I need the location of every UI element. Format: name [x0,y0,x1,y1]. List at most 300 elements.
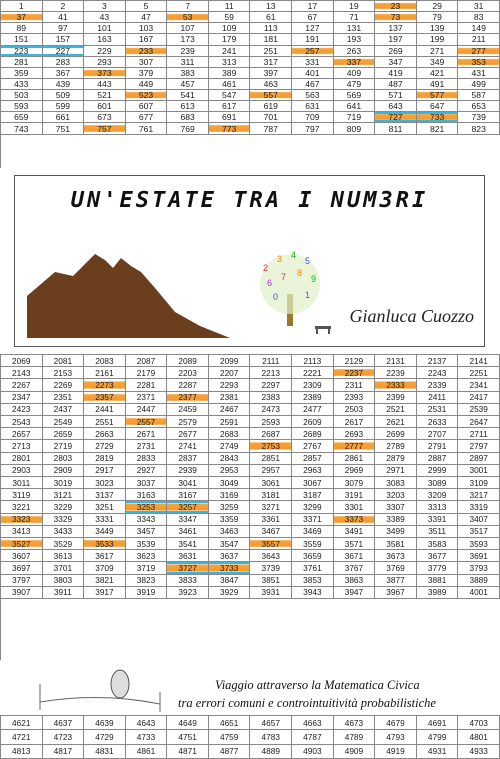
prime-cell: 4001 [458,587,500,599]
prime-cell: 2887 [417,453,459,465]
prime-cell: 4663 [292,716,334,730]
prime-cell: 3617 [84,550,126,562]
prime-cell: 3121 [43,489,85,501]
prime-cell: 523 [126,90,168,101]
prime-cell: 3821 [84,575,126,587]
prime-cell: 263 [334,46,376,57]
prime-cell: 2633 [417,416,459,428]
prime-cell: 389 [209,68,251,79]
prime-cell: 2609 [292,416,334,428]
prime-cell: 3389 [375,514,417,526]
prime-cell: 167 [126,34,168,45]
prime-cell: 2203 [167,367,209,379]
prime-cell: 2137 [417,355,459,367]
prime-cell: 421 [417,68,459,79]
prime-cell: 4831 [84,745,126,759]
prime-cell: 3109 [458,477,500,489]
prime-cell: 2971 [375,465,417,477]
prime-cell: 149 [458,23,500,34]
cover-banner [14,175,485,347]
prime-cell: 359 [1,68,43,79]
prime-cell: 2713 [1,440,43,452]
prime-cell: 31 [458,1,500,12]
prime-cell: 577 [417,90,459,101]
prime-cell: 647 [417,101,459,112]
prime-cell: 3089 [417,477,459,489]
prime-cell: 4813 [1,745,43,759]
prime-cell: 223 [1,46,43,57]
prime-cell: 3557 [250,538,292,550]
prime-cell: 131 [334,23,376,34]
prime-cell: 3637 [209,550,251,562]
prime-cell: 2393 [334,392,376,404]
prime-cell: 2909 [43,465,85,477]
prime-cell: 4657 [250,716,292,730]
prime-cell: 197 [375,34,417,45]
prime-cell: 2543 [1,416,43,428]
prime-cell: 199 [417,34,459,45]
prime-cell: 2917 [84,465,126,477]
prime-cell: 751 [43,123,85,134]
prime-cell: 4673 [334,716,376,730]
prime-cell: 3877 [375,575,417,587]
prime-cell: 347 [375,57,417,68]
prime-cell: 2221 [292,367,334,379]
prime-cell: 4871 [167,745,209,759]
prime-cell: 3163 [126,489,168,501]
prime-cell: 3169 [209,489,251,501]
prime-cell: 3359 [209,514,251,526]
prime-cell: 4801 [458,730,500,744]
prime-cell: 3527 [1,538,43,550]
prime-cell: 2251 [458,367,500,379]
prime-cell: 823 [458,123,500,134]
prime-cell: 2423 [1,404,43,416]
prime-cell: 2087 [126,355,168,367]
prime-cell: 409 [334,68,376,79]
prime-cell: 2663 [84,428,126,440]
prime-cell: 2677 [167,428,209,440]
prime-cell: 2707 [417,428,459,440]
prime-cell: 2441 [84,404,126,416]
prime-cell: 491 [417,79,459,90]
prime-cell: 179 [209,34,251,45]
prime-cell: 317 [250,57,292,68]
prime-cell: 97 [43,23,85,34]
prime-cell: 281 [1,57,43,68]
prime-cell: 2377 [167,392,209,404]
prime-cell: 313 [209,57,251,68]
prime-cell: 3331 [84,514,126,526]
prime-cell: 701 [250,112,292,123]
prime-cell: 757 [84,123,126,134]
prime-cell: 79 [417,12,459,23]
prime-cell: 3 [84,1,126,12]
prime-cell: 2803 [43,453,85,465]
prime-cell: 67 [292,12,334,23]
prime-cell: 719 [334,112,376,123]
prime-cell: 3571 [334,538,376,550]
prime-cell: 439 [43,79,85,90]
prime-cell: 353 [458,57,500,68]
prime-cell: 479 [334,79,376,90]
prime-cell: 3739 [250,562,292,574]
prime-cell: 2861 [334,453,376,465]
prime-cell: 643 [375,101,417,112]
prime-cell: 3967 [375,587,417,599]
prime-cell: 2099 [209,355,251,367]
prime-cell: 4783 [250,730,292,744]
prime-cell: 2819 [84,453,126,465]
prime-cell: 631 [292,101,334,112]
prime-cell: 3371 [292,514,334,526]
prime-cell: 3631 [167,550,209,562]
prime-cell: 383 [167,68,209,79]
prime-cell: 2141 [458,355,500,367]
prime-cell: 139 [417,23,459,34]
prime-cell: 3461 [167,526,209,538]
prime-cell: 2969 [334,465,376,477]
prime-cell: 151 [1,34,43,45]
prime-cell: 2551 [84,416,126,428]
prime-cell: 4637 [43,716,85,730]
prime-cell: 3049 [209,477,251,489]
prime-cell: 2237 [334,367,376,379]
prime-cell: 467 [292,79,334,90]
prime-cell: 2281 [126,379,168,391]
prime-cell: 2621 [375,416,417,428]
prime-cell: 2293 [209,379,251,391]
prime-cell: 2711 [458,428,500,440]
prime-cell: 4817 [43,745,85,759]
prime-cell: 2459 [167,404,209,416]
prime-cell: 683 [167,112,209,123]
prime-cell: 3257 [167,501,209,513]
prime-cell: 2579 [167,416,209,428]
prime-cell: 3137 [84,489,126,501]
prime-cell: 3343 [126,514,168,526]
prime-cell: 2467 [209,404,251,416]
prime-cell: 3019 [43,477,85,489]
prime-cell: 227 [43,46,85,57]
prime-cell: 2999 [417,465,459,477]
prime-cell: 3779 [417,562,459,574]
prime-cell: 257 [292,46,334,57]
prime-cell: 811 [375,123,417,134]
prime-cell: 47 [126,12,168,23]
prime-cell: 2719 [43,440,85,452]
prime-cell: 653 [458,101,500,112]
prime-cell: 109 [209,23,251,34]
prime-cell: 4723 [43,730,85,744]
prime-cell: 3061 [250,477,292,489]
prime-cell: 2767 [292,440,334,452]
prime-cell: 3823 [126,575,168,587]
prime-cell: 3911 [43,587,85,599]
prime-cell: 2939 [167,465,209,477]
prime-cell: 613 [167,101,209,112]
prime-cell: 73 [375,12,417,23]
prime-cell: 103 [126,23,168,34]
prime-cell: 4691 [417,716,459,730]
prime-cell: 17 [292,1,334,12]
prime-cell: 4889 [250,745,292,759]
prime-cell: 3299 [292,501,334,513]
prime-cell: 619 [250,101,292,112]
prime-cell: 2 [43,1,85,12]
prime-cell: 4639 [84,716,126,730]
subtitle-block [0,662,500,714]
prime-cell: 3931 [250,587,292,599]
coin-tightrope-icon [0,662,170,714]
prime-cell: 3541 [167,538,209,550]
prime-cell: 3457 [126,526,168,538]
prime-cell: 3769 [375,562,417,574]
prime-cell: 521 [84,90,126,101]
prime-cell: 607 [126,101,168,112]
prime-cell: 3469 [292,526,334,538]
prime-cell: 2687 [250,428,292,440]
prime-cell: 3727 [167,562,209,574]
prime-cell: 3347 [167,514,209,526]
prime-cell: 3673 [375,550,417,562]
prime-cell: 3011 [1,477,43,489]
prime-cell: 499 [458,79,500,90]
prime-cell: 3889 [458,575,500,587]
prime-cell: 2447 [126,404,168,416]
prime-cell: 2239 [375,367,417,379]
prime-cell: 283 [43,57,85,68]
prime-cell: 3851 [250,575,292,587]
prime-cell: 293 [84,57,126,68]
prime-cell: 3001 [458,465,500,477]
prime-cell: 3529 [43,538,85,550]
prime-cell: 7 [167,1,209,12]
prime-cell: 4621 [1,716,43,730]
prime-cell: 3361 [250,514,292,526]
prime-cell: 3511 [417,526,459,538]
prime-cell: 349 [417,57,459,68]
prime-cell: 53 [167,12,209,23]
prime-cell: 2333 [375,379,417,391]
prime-cell: 307 [126,57,168,68]
svg-text:4: 4 [291,250,297,260]
prime-cell: 661 [43,112,85,123]
prime-cell: 3517 [458,526,500,538]
prime-cell: 2659 [43,428,85,440]
prime-cell: 541 [167,90,209,101]
prime-cell: 2341 [458,379,500,391]
prime-cell: 3313 [417,501,459,513]
prime-cell: 2503 [334,404,376,416]
prime-cell: 4787 [292,730,334,744]
prime-cell: 241 [209,46,251,57]
prime-cell: 3613 [43,550,85,562]
prime-cell: 2683 [209,428,251,440]
prime-cell: 379 [126,68,168,79]
prime-cell: 2699 [375,428,417,440]
prime-cell: 4721 [1,730,43,744]
prime-cell: 3499 [375,526,417,538]
prime-cell: 107 [167,23,209,34]
prime-table-bottom [0,715,500,759]
prime-cell: 599 [43,101,85,112]
prime-cell: 457 [167,79,209,90]
prime-cell: 2531 [417,404,459,416]
prime-cell: 3491 [334,526,376,538]
prime-cell: 3547 [209,538,251,550]
prime-cell: 137 [375,23,417,34]
prime-cell: 3659 [292,550,334,562]
prime-cell: 733 [417,112,459,123]
prime-cell: 3581 [375,538,417,550]
prime-cell: 4703 [458,716,500,730]
prime-cell: 311 [167,57,209,68]
prime-cell: 4789 [334,730,376,744]
prime-cell: 4931 [417,745,459,759]
prime-cell: 3881 [417,575,459,587]
prime-cell: 3307 [375,501,417,513]
prime-cell: 443 [84,79,126,90]
prime-cell: 3253 [126,501,168,513]
prime-cell: 3391 [417,514,459,526]
prime-cell: 3943 [292,587,334,599]
prime-cell: 3607 [1,550,43,562]
prime-cell: 181 [250,34,292,45]
prime-cell: 617 [209,101,251,112]
prime-cell: 193 [334,34,376,45]
prime-cell: 113 [250,23,292,34]
prime-cell: 3037 [126,477,168,489]
prime-cell: 11 [209,1,251,12]
svg-text:1: 1 [305,290,311,300]
prime-cell: 601 [84,101,126,112]
prime-cell: 3677 [417,550,459,562]
prime-cell: 3709 [84,562,126,574]
prime-cell: 569 [334,90,376,101]
prime-cell: 2473 [250,404,292,416]
prime-cell: 2689 [292,428,334,440]
prime-cell: 211 [458,34,500,45]
prime-cell: 3181 [250,489,292,501]
prime-cell: 191 [292,34,334,45]
prime-cell: 239 [167,46,209,57]
prime-cell: 2693 [334,428,376,440]
prime-cell: 3449 [84,526,126,538]
prime-cell: 4933 [458,745,500,759]
prime-cell: 2927 [126,465,168,477]
prime-cell: 3271 [250,501,292,513]
prime-cell: 4729 [84,730,126,744]
prime-cell: 593 [1,101,43,112]
prime-cell: 2963 [292,465,334,477]
prime-cell: 3079 [334,477,376,489]
prime-cell: 3023 [84,477,126,489]
prime-cell: 3407 [458,514,500,526]
prime-cell: 2557 [126,416,168,428]
svg-text:2: 2 [263,263,269,273]
prime-cell: 2791 [417,440,459,452]
prime-cell: 2417 [458,392,500,404]
svg-text:7: 7 [281,272,287,282]
prime-cell: 2269 [43,379,85,391]
prime-cell: 3041 [167,477,209,489]
prime-cell: 397 [250,68,292,79]
prime-cell: 3853 [292,575,334,587]
prime-cell: 433 [1,79,43,90]
prime-cell: 3919 [126,587,168,599]
prime-cell: 269 [375,46,417,57]
prime-cell: 2857 [292,453,334,465]
prime-cell: 547 [209,90,251,101]
prime-cell: 3323 [1,514,43,526]
prime-cell: 367 [43,68,85,79]
prime-cell: 3209 [417,489,459,501]
prime-cell: 4919 [375,745,417,759]
prime-cell: 3463 [209,526,251,538]
prime-cell: 2207 [209,367,251,379]
prime-cell: 2411 [417,392,459,404]
prime-cell: 431 [458,68,500,79]
prime-cell: 2399 [375,392,417,404]
prime-cell: 2749 [209,440,251,452]
prime-cell: 2069 [1,355,43,367]
prime-cell: 4643 [126,716,168,730]
prime-cell: 2179 [126,367,168,379]
prime-cell: 2213 [250,367,292,379]
prime-cell: 3167 [167,489,209,501]
bench-icon [315,326,331,334]
prime-cell: 29 [417,1,459,12]
prime-cell: 3697 [1,562,43,574]
prime-cell: 3847 [209,575,251,587]
prime-cell: 271 [417,46,459,57]
prime-cell: 2161 [84,367,126,379]
prime-cell: 3301 [334,501,376,513]
prime-cell: 461 [209,79,251,90]
prime-cell: 61 [250,12,292,23]
prime-cell: 557 [250,90,292,101]
prime-cell: 5 [126,1,168,12]
prime-cell: 2521 [375,404,417,416]
prime-cell: 13 [250,1,292,12]
prime-cell: 727 [375,112,417,123]
prime-cell: 19 [334,1,376,12]
author-name: Gianluca Cuozzo [349,306,474,326]
prime-cell: 787 [250,123,292,134]
prime-cell: 3947 [334,587,376,599]
prime-cell: 509 [43,90,85,101]
prime-cell: 3929 [209,587,251,599]
prime-cell: 1 [1,1,43,12]
prime-cell: 23 [375,1,417,12]
svg-text:9: 9 [311,274,317,284]
prime-cell: 2383 [250,392,292,404]
prime-cell: 2131 [375,355,417,367]
prime-cell: 2351 [43,392,85,404]
subtitle-line-2: tra errori comuni e controintuitività probabilistiche [178,696,436,710]
prime-cell: 2777 [334,440,376,452]
prime-cell: 229 [84,46,126,57]
prime-cell: 37 [1,12,43,23]
prime-cell: 2129 [334,355,376,367]
prime-cell: 277 [458,46,500,57]
prime-cell: 3533 [84,538,126,550]
prime-cell: 3217 [458,489,500,501]
prime-cell: 2647 [458,416,500,428]
prime-cell: 3319 [458,501,500,513]
prime-cell: 2437 [43,404,85,416]
